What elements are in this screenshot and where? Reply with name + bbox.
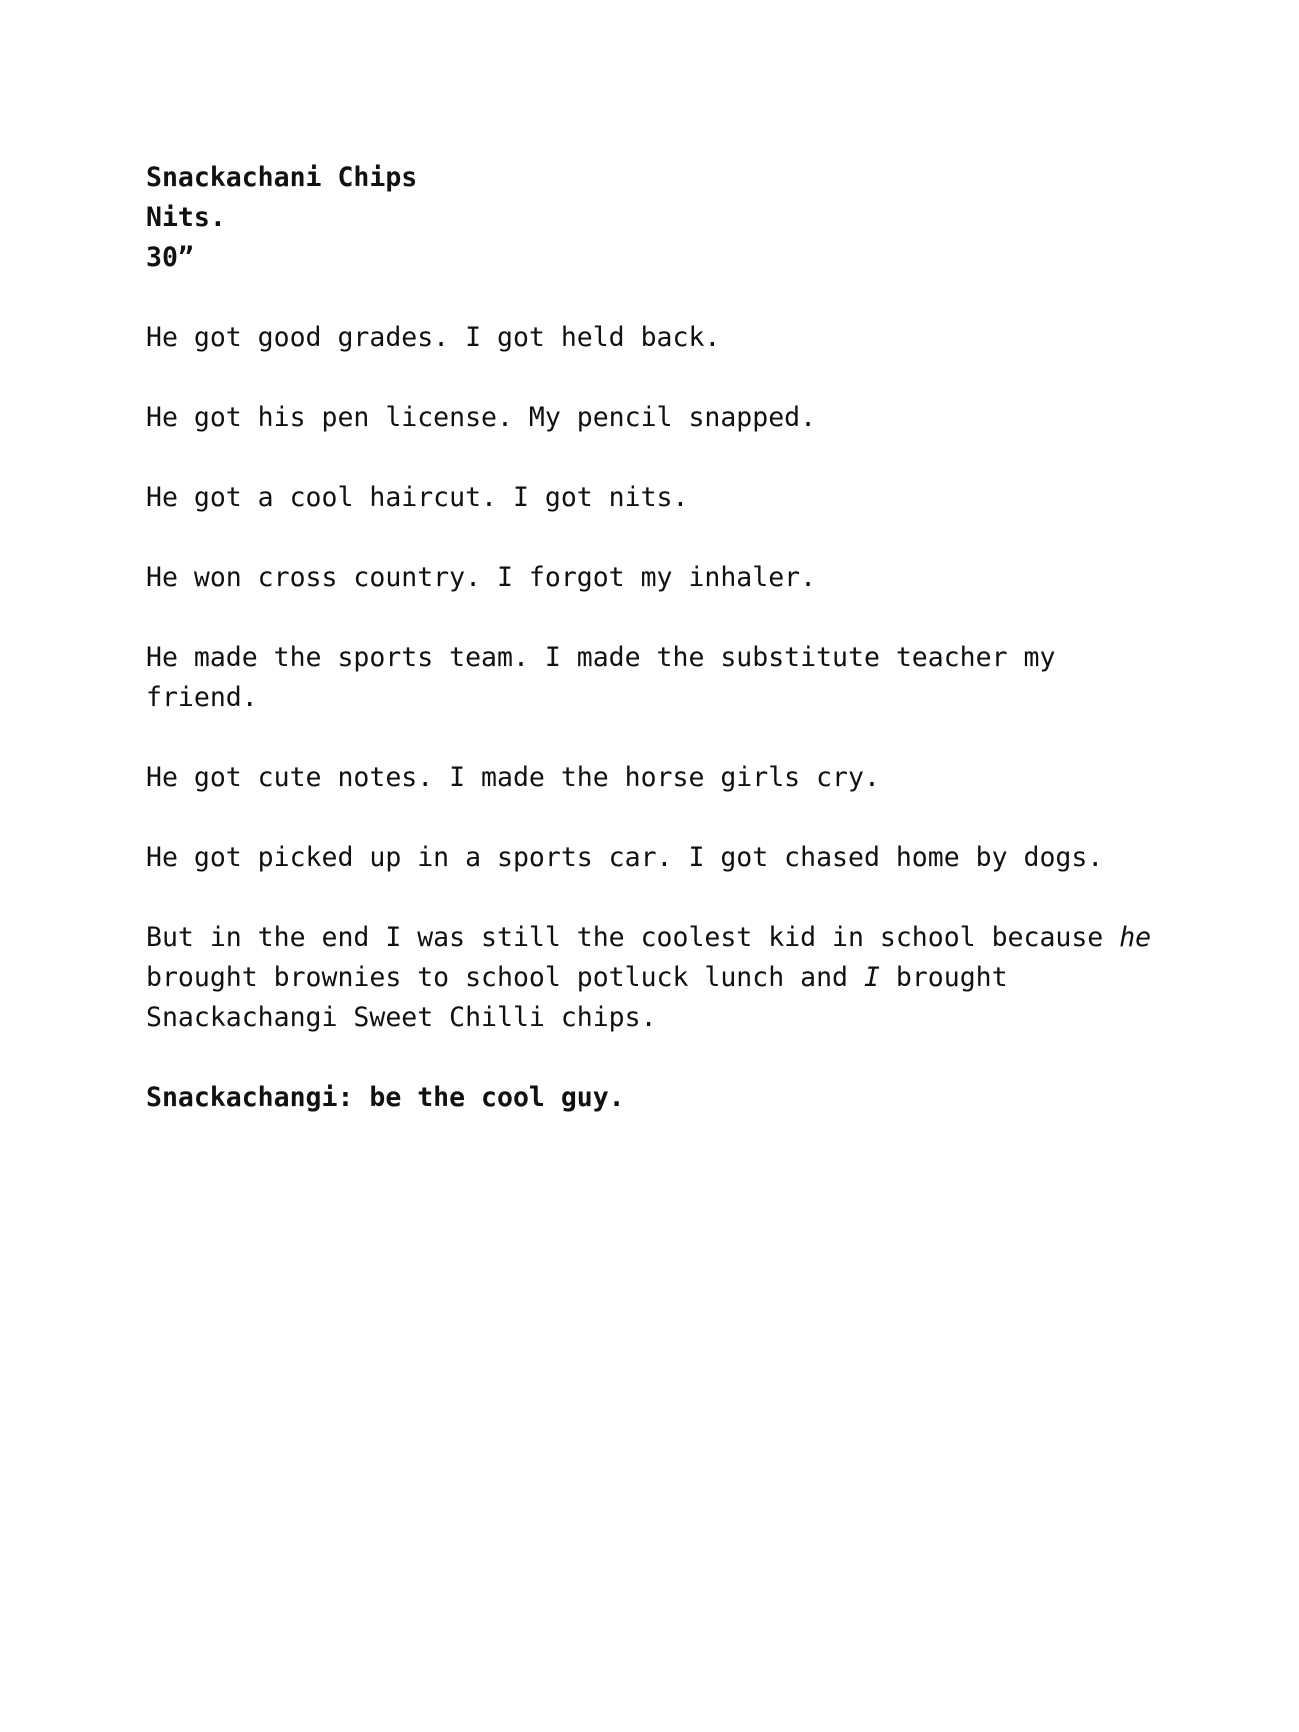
script-line-4: He won cross country. I forgot my inhaler.	[146, 562, 817, 593]
spacer	[146, 358, 1156, 398]
spacer	[146, 518, 1156, 558]
spacer	[146, 718, 1156, 758]
closing-part-1: But in the end I was still the coolest kid in school because	[146, 922, 1120, 953]
spacer	[146, 878, 1156, 918]
closing-i: I	[863, 962, 880, 993]
script-line-2: He got his pen license. My pencil snapped.	[146, 402, 817, 433]
script-line-7: He got picked up in a sports car. I got chased home by dogs.	[146, 842, 1104, 873]
script-subtitle: Nits.	[146, 202, 226, 233]
script-title: Snackachani Chips	[146, 162, 418, 193]
script-duration: 30”	[146, 242, 194, 273]
closing-paragraph	[146, 918, 1156, 1038]
spacer	[146, 798, 1156, 838]
spacer	[146, 438, 1156, 478]
spacer	[146, 598, 1156, 638]
script-content	[146, 158, 1156, 1118]
closing-part-3: brought Snackachangi Sweet Chilli chips.	[146, 962, 1008, 1033]
script-line-1: He got good grades. I got held back.	[146, 322, 721, 353]
script-line-3: He got a cool haircut. I got nits.	[146, 482, 689, 513]
spacer	[146, 278, 1156, 318]
spacer	[146, 1038, 1156, 1078]
script-line-5: He made the sports team. I made the substitute teacher my friend.	[146, 642, 1056, 713]
closing-he: he	[1119, 922, 1152, 953]
tagline: Snackachangi: be the cool guy.	[146, 1082, 625, 1113]
closing-part-2: brought brownies to school potluck lunch and	[146, 962, 864, 993]
script-line-6: He got cute notes. I made the horse girls cry.	[146, 762, 880, 793]
